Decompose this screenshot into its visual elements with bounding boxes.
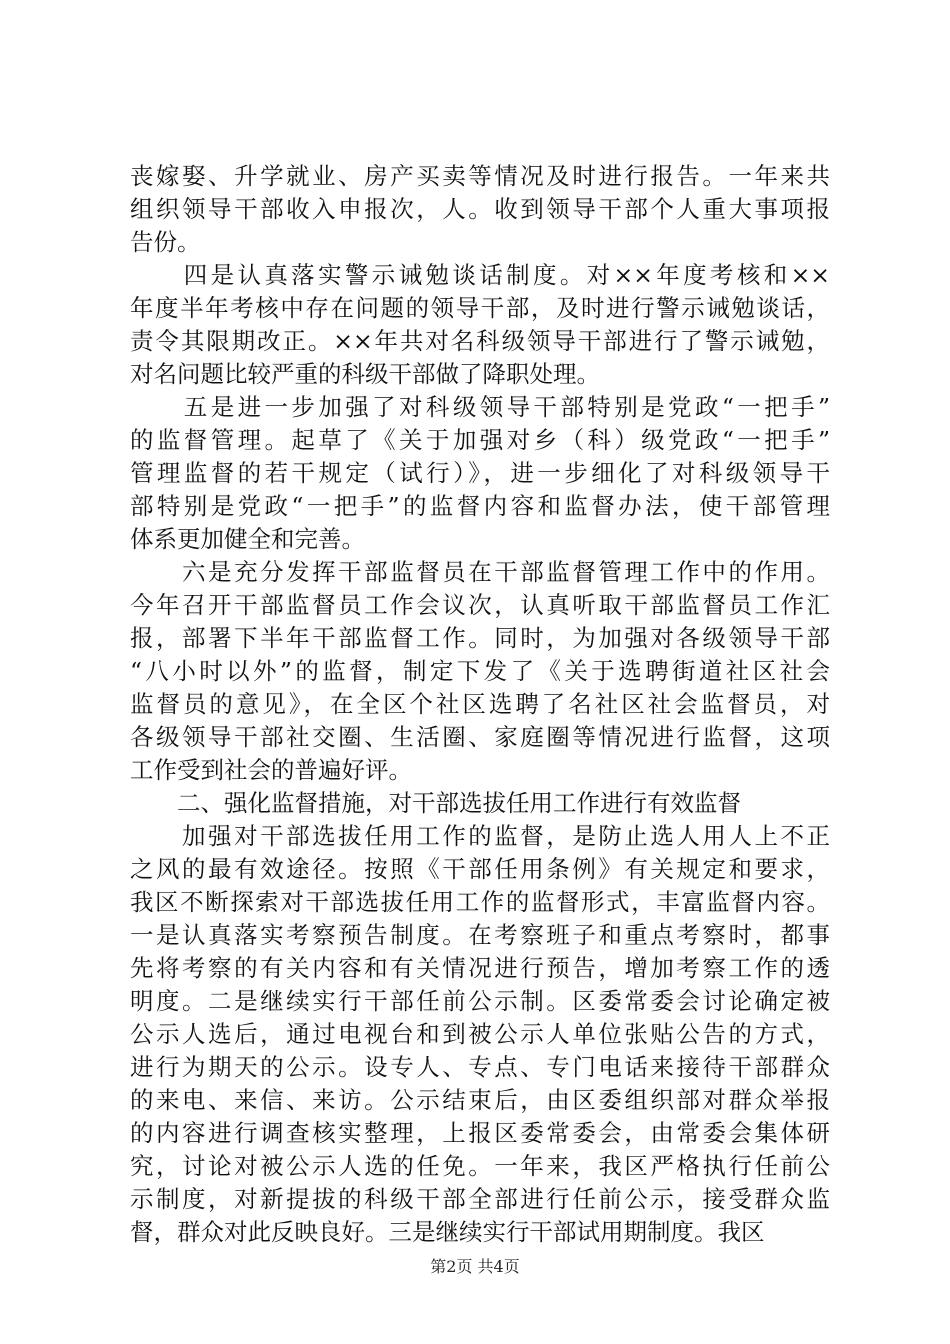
page-footer: 第2页 共4页 <box>430 1257 520 1276</box>
paragraph <box>130 391 830 556</box>
paragraph <box>130 787 830 820</box>
text-line: 责令其限期改正。××年共对名科级领导干部进行了警示诫勉， <box>130 327 830 355</box>
paragraph <box>130 160 830 259</box>
text-line: 先将考察的有关内容和有关情况进行预告，增加考察工作的透 <box>130 954 830 982</box>
text-line: 加强对干部选拔任用工作的监督，是防止选人用人上不正 <box>130 822 830 850</box>
text-line: 今年召开干部监督员工作会议次，认真听取干部监督员工作汇 <box>130 591 830 619</box>
text-line: 四是认真落实警示诫勉谈话制度。对××年度考核和×× <box>130 261 830 289</box>
text-line: 各级领导干部社交圈、生活圈、家庭圈等情况进行监督，这项 <box>130 723 830 751</box>
document-body <box>130 160 830 1249</box>
text-line: 组织领导干部收入申报次，人。收到领导干部个人重大事项报 <box>130 195 830 223</box>
text-line: 之风的最有效途径。按照《干部任用条例》有关规定和要求， <box>130 855 830 883</box>
text-line: 究，讨论对被公示人选的任免。一年来，我区严格执行任前公 <box>130 1152 830 1180</box>
text-line: 示制度，对新提拔的科级干部全部进行任前公示，接受群众监 <box>130 1185 830 1213</box>
text-line: 五是进一步加强了对科级领导干部特别是党政“一把手” <box>130 393 830 421</box>
text-line: 的内容进行调查核实整理，上报区委常委会，由常委会集体研 <box>130 1119 830 1147</box>
text-line: 工作受到社会的普遍好评。 <box>130 756 412 784</box>
text-line: 明度。二是继续实行干部任前公示制。区委常委会讨论确定被 <box>130 987 830 1015</box>
text-line: 对名问题比较严重的科级干部做了降职处理。 <box>130 360 600 388</box>
text-line: 体系更加健全和完善。 <box>130 525 365 553</box>
text-line: 丧嫁娶、升学就业、房产买卖等情况及时进行报告。一年来共 <box>130 162 830 190</box>
text-line: 督，群众对此反映良好。三是继续实行干部试用期制度。我区 <box>130 1218 765 1246</box>
text-line: 六是充分发挥干部监督员在干部监督管理工作中的作用。 <box>130 558 830 586</box>
paragraph <box>130 820 830 1249</box>
text-line: 的来电、来信、来访。公示结束后，由区委组织部对群众举报 <box>130 1086 830 1114</box>
text-line: 二、强化监督措施，对干部选拔任用工作进行有效监督 <box>130 789 741 817</box>
text-line: 告份。 <box>130 228 201 256</box>
paragraph <box>130 259 830 391</box>
text-line: 年度半年考核中存在问题的领导干部，及时进行警示诫勉谈话， <box>130 294 830 322</box>
text-line: 管理监督的若干规定（试行）》，进一步细化了对科级领导干 <box>130 459 830 487</box>
text-line: 的监督管理。起草了《关于加强对乡（科）级党政“一把手” <box>130 426 830 454</box>
text-line: 我区不断探索对干部选拔任用工作的监督形式，丰富监督内容。 <box>130 888 830 916</box>
text-line: 部特别是党政“一把手”的监督内容和监督办法，使干部管理 <box>130 492 830 520</box>
text-line: 报，部署下半年干部监督工作。同时，为加强对各级领导干部 <box>130 624 830 652</box>
text-line: “八小时以外”的监督，制定下发了《关于选聘街道社区社会 <box>130 657 830 685</box>
paragraph <box>130 556 830 787</box>
text-line: 监督员的意见》，在全区个社区选聘了名社区社会监督员，对 <box>130 690 830 718</box>
text-line: 一是认真落实考察预告制度。在考察班子和重点考察时，都事 <box>130 921 830 949</box>
text-line: 公示人选后，通过电视台和到被公示人单位张贴公告的方式， <box>130 1020 830 1048</box>
text-line: 进行为期天的公示。设专人、专点、专门电话来接待干部群众 <box>130 1053 830 1081</box>
